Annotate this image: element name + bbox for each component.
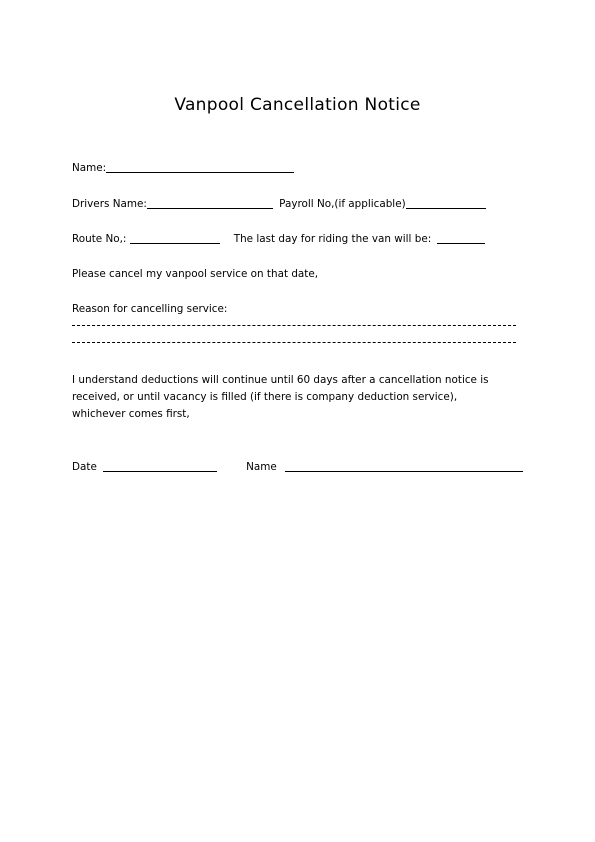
acknowledgement-line: I understand deductions will continue until 60 days after a cancellation notice is	[72, 374, 489, 386]
name-row	[72, 161, 294, 175]
drivers-row	[72, 197, 486, 211]
last-day-label: The last day for riding the van will be:	[233, 233, 432, 245]
reason-line-1[interactable]	[72, 325, 516, 326]
route-label: Route No,:	[72, 233, 127, 245]
acknowledgement-line: whichever comes first,	[72, 408, 190, 420]
acknowledgement-line: received, or until vacancy is filled (if there is company deduction service),	[72, 391, 458, 403]
drivers-name-field[interactable]	[147, 198, 273, 209]
signature-name-field[interactable]	[285, 461, 523, 472]
signature-row	[72, 460, 523, 474]
reason-label: Reason for cancelling service:	[72, 303, 228, 315]
payroll-label: Payroll No,(if applicable)	[279, 198, 406, 210]
date-label: Date	[72, 461, 97, 473]
cancel-statement: Please cancel my vanpool service on that date,	[72, 268, 319, 280]
name-field[interactable]	[106, 162, 294, 173]
route-field[interactable]	[130, 233, 220, 244]
document-title: Vanpool Cancellation Notice	[174, 95, 421, 115]
signature-name-label: Name	[246, 461, 277, 473]
reason-line-2[interactable]	[72, 342, 516, 343]
route-row	[72, 232, 485, 246]
name-label: Name:	[72, 162, 107, 174]
acknowledgement-paragraph	[72, 372, 522, 423]
payroll-field[interactable]	[406, 198, 486, 209]
drivers-name-label: Drivers Name:	[72, 198, 147, 210]
last-day-field[interactable]	[437, 233, 485, 244]
date-field[interactable]	[103, 461, 217, 472]
